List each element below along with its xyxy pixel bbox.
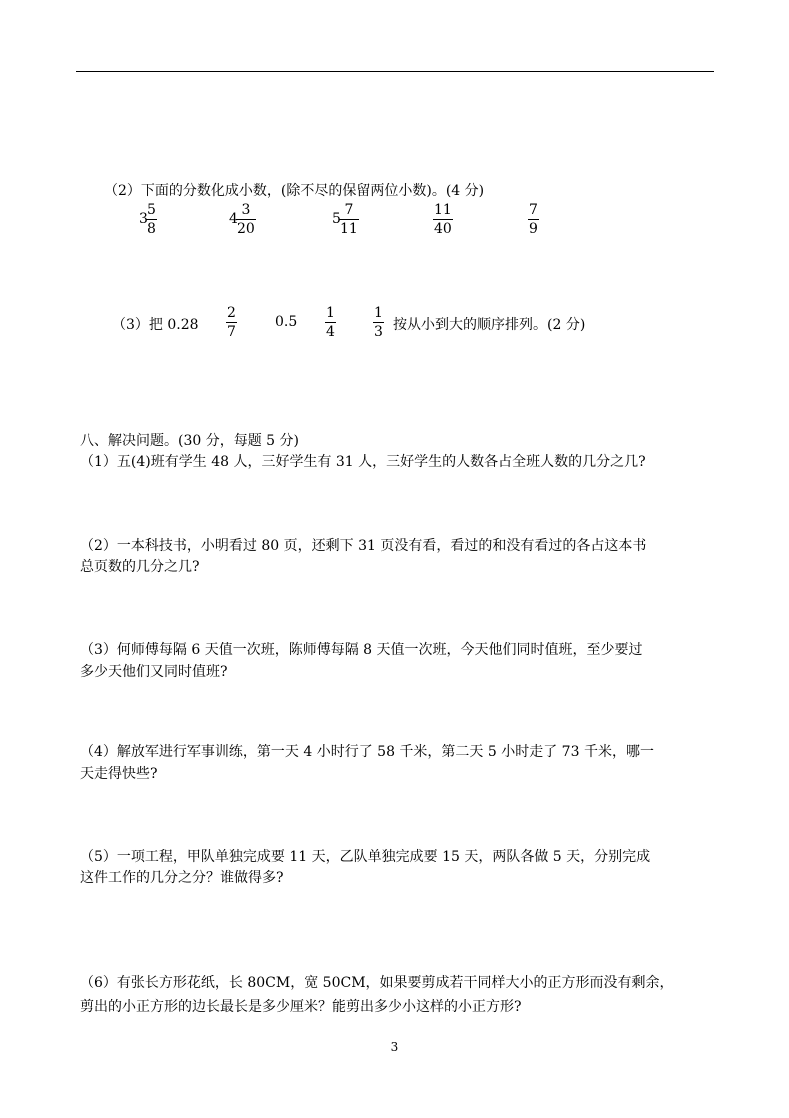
part2-fraction-2 [236, 202, 256, 237]
numerator: 1 [374, 305, 383, 321]
part2-frac3-whole: 5 [332, 211, 341, 227]
question-5-line1: （5）一项工程，甲队单独完成要 11 天，乙队单独完成要 15 天，两队各做 5 天，分别完成 [80, 849, 651, 865]
question-4-line2: 天走得快些? [80, 766, 158, 782]
numerator: 2 [227, 305, 236, 321]
question-2-line1: （2）一本科技书，小明看过 80 页，还剩下 31 页没有看，看过的和没有看过的各占这本书 [80, 538, 647, 554]
denominator: 40 [434, 221, 452, 237]
fraction-bar [433, 219, 453, 220]
fraction-bar [373, 322, 384, 323]
fraction-bar [528, 219, 539, 220]
fraction-bar [226, 322, 237, 323]
denominator: 20 [237, 221, 255, 237]
fraction-bar [325, 322, 336, 323]
denominator: 8 [147, 221, 156, 237]
denominator: 7 [227, 324, 236, 340]
question-2-line2: 总页数的几分之几? [80, 559, 200, 575]
header-rule [76, 71, 714, 72]
denominator: 3 [374, 324, 383, 340]
part2-fraction-4 [433, 202, 453, 237]
part3-fraction-2 [325, 305, 336, 340]
numerator: 1 [326, 305, 335, 321]
denominator: 11 [340, 221, 358, 237]
question-5-line2: 这件工作的几分之分？谁做得多? [80, 870, 284, 886]
denominator: 9 [529, 221, 538, 237]
denominator: 4 [326, 324, 335, 340]
part3-suffix: 按从小到大的顺序排列。(2 分) [393, 317, 586, 333]
part3-decimal: 0.5 [275, 314, 298, 330]
part2-fraction-1 [146, 202, 157, 237]
fraction-bar [339, 219, 359, 220]
part3-prefix: （3）把 0.28 [112, 317, 199, 333]
part2-frac2-whole: 4 [229, 211, 238, 227]
numerator: 3 [241, 202, 251, 218]
fraction-bar [236, 219, 256, 220]
section8-heading: 八、解决问题。(30 分，每题 5 分) [80, 433, 299, 449]
page-number: 3 [390, 1040, 399, 1054]
numerator: 11 [434, 202, 452, 218]
numerator: 7 [529, 202, 538, 218]
part2-fraction-5 [528, 202, 539, 237]
part3-fraction-1 [226, 305, 237, 340]
question-3-line1: （3）何师傅每隔 6 天值一次班，陈师傅每隔 8 天值一次班，今天他们同时值班，至少要过 [80, 642, 643, 658]
question-6-line2: 剪出的小正方形的边长最长是多少厘米？能剪出多少小这样的小正方形? [80, 999, 522, 1015]
numerator: 5 [147, 202, 156, 218]
question-4-line1: （4）解放军进行军事训练，第一天 4 小时行了 58 千米，第二天 5 小时走了 73 千米，哪一 [80, 744, 654, 760]
numerator: 7 [344, 202, 354, 218]
fraction-bar [146, 219, 157, 220]
question-1: （1）五(4)班有学生 48 人，三好学生有 31 人，三好学生的人数各占全班人数的几分之几? [80, 454, 646, 470]
question-6-line1: （6）有张长方形花纸，长 80CM，宽 50CM，如果要剪成若干同样大小的正方形而没有剩余， [80, 975, 674, 991]
question-3-line2: 多少天他们又同时值班? [80, 664, 228, 680]
part3-fraction-3 [373, 305, 384, 340]
part2-title: （2）下面的分数化成小数，(除不尽的保留两位小数)。(4 分) [104, 183, 485, 199]
part2-fraction-3 [339, 202, 359, 237]
part2-frac1-whole: 3 [139, 211, 148, 227]
